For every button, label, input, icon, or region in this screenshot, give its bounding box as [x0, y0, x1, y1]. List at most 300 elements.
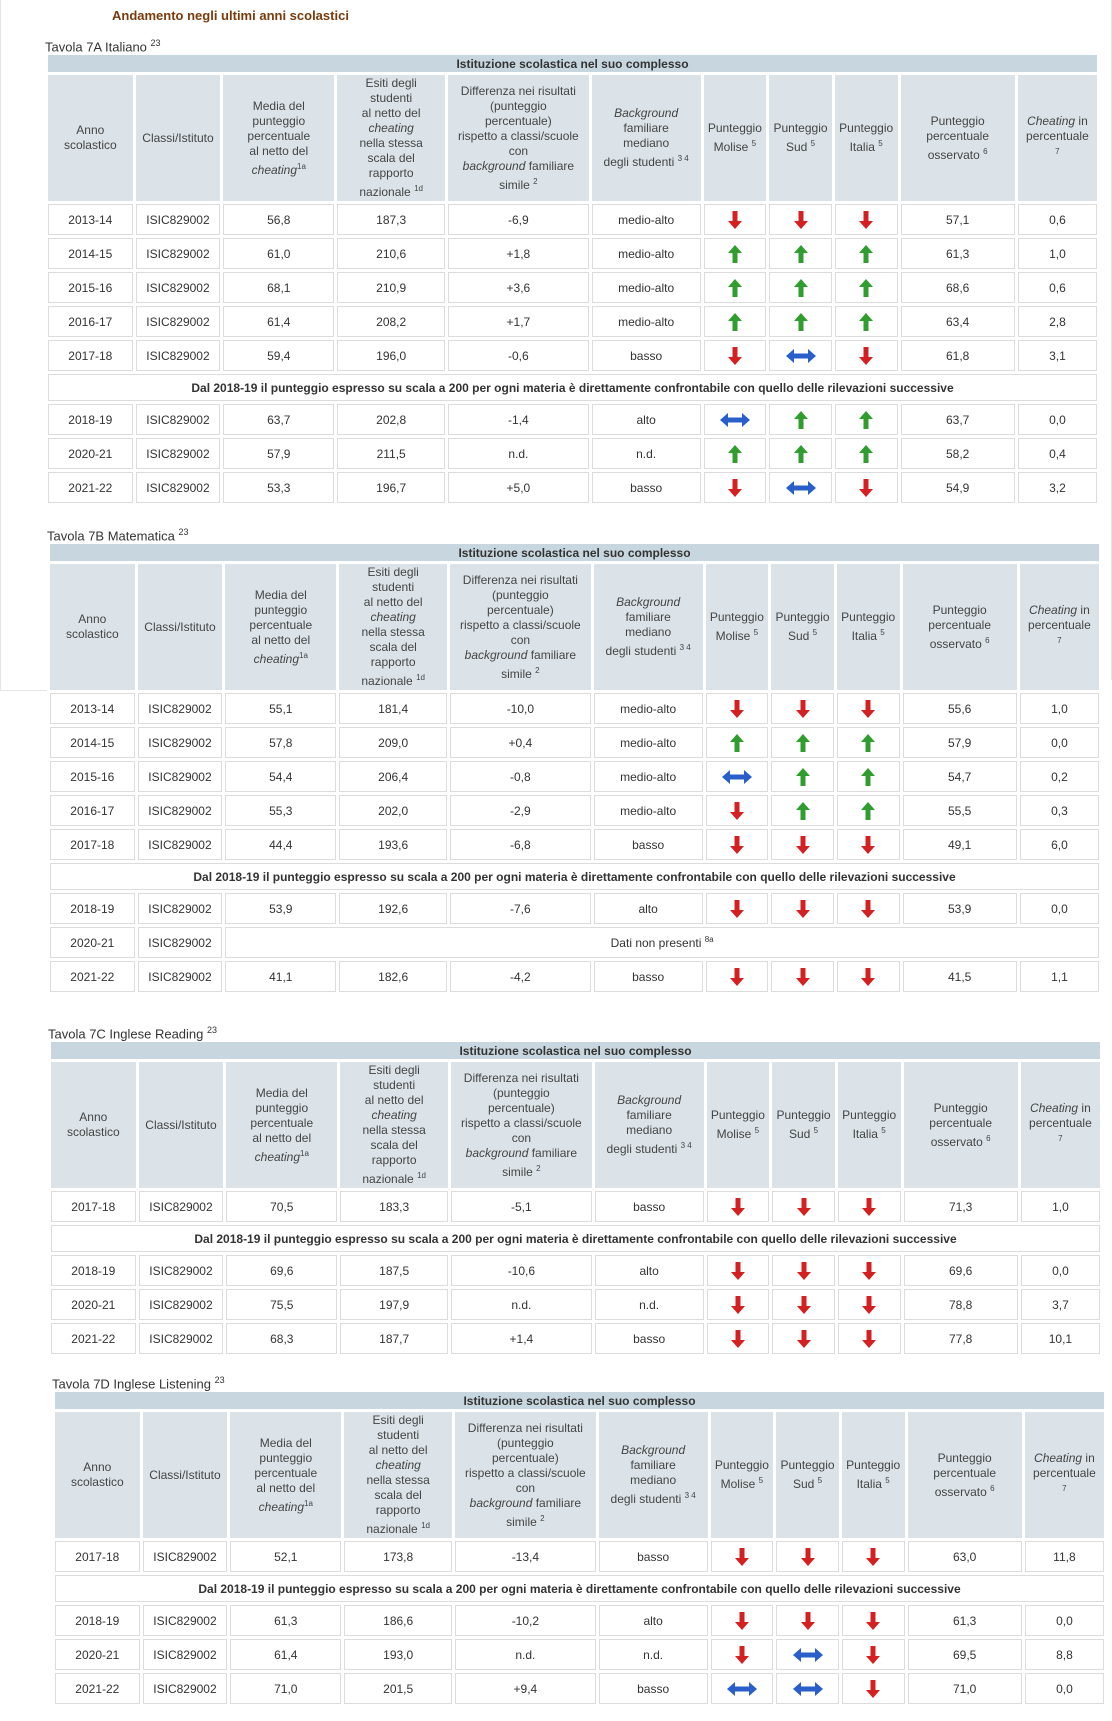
cell-background: medio-alto — [594, 727, 703, 758]
cell-classi: ISIC829002 — [138, 961, 223, 992]
cell-anno: 2014-15 — [50, 727, 135, 758]
table-row — [48, 238, 1097, 269]
cell-diff: n.d. — [448, 438, 589, 469]
col-media-header: Media del punteggio percentuale al netto del cheating$^{1a}$ — [226, 1062, 337, 1188]
green-up-arrow-icon — [728, 313, 742, 331]
cell-sud — [769, 306, 832, 337]
blue-left-right-arrow-icon — [786, 349, 816, 363]
red-down-arrow-icon — [730, 900, 744, 918]
green-up-arrow-icon — [861, 802, 875, 820]
cell-italia — [837, 761, 900, 792]
cell-classi: ISIC829002 — [138, 761, 223, 792]
cell-molise — [706, 727, 769, 758]
cell-italia — [835, 238, 898, 269]
cell-molise — [707, 1289, 770, 1320]
red-down-arrow-icon — [801, 1548, 815, 1566]
cell-classi: ISIC829002 — [138, 693, 223, 724]
cell-italia — [838, 1323, 901, 1354]
cell-esiti: 208,2 — [337, 306, 445, 337]
red-down-arrow-icon — [731, 1198, 745, 1216]
col-cheating-header: Cheating in percentuale $^7$ — [1025, 1412, 1104, 1538]
cell-sud — [776, 1605, 839, 1636]
red-down-arrow-icon — [735, 1612, 749, 1630]
red-down-arrow-icon — [861, 836, 875, 854]
green-up-arrow-icon — [859, 313, 873, 331]
cell-classi: ISIC829002 — [136, 306, 221, 337]
cell-classi: ISIC829002 — [138, 795, 223, 826]
cell-italia — [837, 829, 900, 860]
green-up-arrow-icon — [794, 445, 808, 463]
cell-background: medio-alto — [592, 238, 701, 269]
green-up-arrow-icon — [796, 802, 810, 820]
cell-esiti: 187,5 — [340, 1255, 448, 1286]
cell-sud — [776, 1673, 839, 1704]
red-down-arrow-icon — [861, 700, 875, 718]
table-caption: Tavola 7B Matematica $^{23}$ — [47, 527, 189, 544]
cell-cheating: 0,0 — [1025, 1605, 1104, 1636]
green-up-arrow-icon — [859, 445, 873, 463]
col-cheating-header: Cheating in percentuale $^7$ — [1020, 564, 1099, 690]
cell-molise — [711, 1605, 774, 1636]
cell-media: 61,3 — [230, 1605, 341, 1636]
green-up-arrow-icon — [796, 734, 810, 752]
red-down-arrow-icon — [735, 1646, 749, 1664]
cell-osservato: 58,2 — [901, 438, 1015, 469]
col-sud-header: Punteggio Sud $^5$ — [771, 564, 834, 690]
cell-diff: -10,2 — [455, 1605, 596, 1636]
cell-esiti: 196,0 — [337, 340, 445, 371]
green-up-arrow-icon — [859, 279, 873, 297]
green-up-arrow-icon — [861, 768, 875, 786]
cell-cheating: 0,6 — [1018, 272, 1097, 303]
cell-molise — [704, 340, 767, 371]
cell-sud — [771, 727, 834, 758]
cell-background: basso — [595, 1323, 704, 1354]
cell-osservato: 57,9 — [903, 727, 1017, 758]
red-down-arrow-icon — [796, 700, 810, 718]
col-diff-header: Differenza nei risultati (punteggio percentuale) rispetto a classi/scuole con background familiare simile $^2$ — [450, 564, 591, 690]
col-molise-header: Punteggio Molise $^5$ — [707, 1062, 770, 1188]
page-heading: Andamento negli ultimi anni scolastici — [112, 8, 349, 23]
cell-cheating: 1,0 — [1018, 238, 1097, 269]
col-classi-header: Classi/Istituto — [139, 1062, 224, 1188]
cell-background: basso — [599, 1673, 708, 1704]
cell-osservato: 68,6 — [901, 272, 1015, 303]
cell-sud — [771, 761, 834, 792]
cell-diff: +9,4 — [455, 1673, 596, 1704]
cell-esiti: 173,8 — [344, 1541, 452, 1572]
cell-media: 53,9 — [225, 893, 336, 924]
cell-background: alto — [599, 1605, 708, 1636]
cell-media: 70,5 — [226, 1191, 337, 1222]
comparability-note: Dal 2018-19 il punteggio espresso su scala a 200 per ogni materia è direttamente confrontabile con quello delle rilevazioni successive — [51, 1225, 1100, 1252]
cell-media: 56,8 — [223, 204, 334, 235]
cell-cheating: 6,0 — [1020, 829, 1099, 860]
table-row — [50, 795, 1099, 826]
cell-sud — [772, 1323, 835, 1354]
col-anno-header: Anno scolastico — [50, 564, 135, 690]
cell-cheating: 0,2 — [1020, 761, 1099, 792]
cell-sud — [769, 272, 832, 303]
red-down-arrow-icon — [796, 900, 810, 918]
cell-background: basso — [592, 472, 701, 503]
red-down-arrow-icon — [796, 836, 810, 854]
cell-cheating: 0,0 — [1020, 727, 1099, 758]
cell-media: 57,9 — [223, 438, 334, 469]
cell-classi: ISIC829002 — [136, 238, 221, 269]
blue-left-right-arrow-icon — [722, 770, 752, 784]
cell-molise — [707, 1191, 770, 1222]
red-down-arrow-icon — [794, 211, 808, 229]
red-down-arrow-icon — [859, 211, 873, 229]
green-up-arrow-icon — [794, 313, 808, 331]
cell-anno: 2017-18 — [51, 1191, 136, 1222]
table-row — [48, 340, 1097, 371]
col-media-header: Media del punteggio percentuale al netto del cheating$^{1a}$ — [223, 75, 334, 201]
cell-anno: 2015-16 — [50, 761, 135, 792]
cell-anno: 2015-16 — [48, 272, 133, 303]
cell-classi: ISIC829002 — [143, 1673, 228, 1704]
cell-esiti: 202,0 — [339, 795, 447, 826]
col-anno-header: Anno scolastico — [51, 1062, 136, 1188]
cell-molise — [706, 893, 769, 924]
cell-molise — [707, 1323, 770, 1354]
cell-osservato: 78,8 — [904, 1289, 1018, 1320]
cell-sud — [772, 1289, 835, 1320]
green-up-arrow-icon — [730, 734, 744, 752]
cell-diff: +3,6 — [448, 272, 589, 303]
col-cheating-header: Cheating in percentuale $^7$ — [1018, 75, 1097, 201]
cell-background: n.d. — [599, 1639, 708, 1670]
cell-diff: +5,0 — [448, 472, 589, 503]
cell-background: basso — [599, 1541, 708, 1572]
cell-italia — [835, 404, 898, 435]
cell-cheating: 0,0 — [1018, 404, 1097, 435]
cell-classi: ISIC829002 — [136, 204, 221, 235]
table-block-inglese-listening — [52, 1370, 1107, 1707]
table-row — [50, 761, 1099, 792]
col-molise-header: Punteggio Molise $^5$ — [706, 564, 769, 690]
cell-diff: -0,8 — [450, 761, 591, 792]
cell-italia — [835, 472, 898, 503]
green-up-arrow-icon — [861, 734, 875, 752]
cell-osservato: 55,6 — [903, 693, 1017, 724]
cell-sud — [769, 404, 832, 435]
cell-diff: -0,6 — [448, 340, 589, 371]
cell-esiti: 181,4 — [339, 693, 447, 724]
table-row — [48, 438, 1097, 469]
red-down-arrow-icon — [862, 1330, 876, 1348]
cell-molise — [706, 961, 769, 992]
cell-cheating: 3,2 — [1018, 472, 1097, 503]
red-down-arrow-icon — [797, 1262, 811, 1280]
cell-media: 75,5 — [226, 1289, 337, 1320]
header-row — [55, 1412, 1104, 1538]
cell-molise — [704, 472, 767, 503]
cell-sud — [769, 438, 832, 469]
col-classi-header: Classi/Istituto — [138, 564, 223, 690]
table-row — [48, 272, 1097, 303]
cell-italia — [835, 204, 898, 235]
cell-esiti: 187,3 — [337, 204, 445, 235]
col-anno-header: Anno scolastico — [48, 75, 133, 201]
red-down-arrow-icon — [866, 1680, 880, 1698]
cell-osservato: 63,0 — [908, 1541, 1022, 1572]
cell-italia — [838, 1191, 901, 1222]
header-row — [50, 564, 1099, 690]
col-background-header: Background familiare mediano degli studenti $^{3 4}$ — [595, 1062, 704, 1188]
green-up-arrow-icon — [728, 245, 742, 263]
cell-italia — [835, 438, 898, 469]
green-up-arrow-icon — [728, 445, 742, 463]
green-up-arrow-icon — [728, 279, 742, 297]
cell-diff: +0,4 — [450, 727, 591, 758]
cell-italia — [842, 1639, 905, 1670]
cell-osservato: 69,5 — [908, 1639, 1022, 1670]
cell-cheating: 3,1 — [1018, 340, 1097, 371]
cell-italia — [837, 893, 900, 924]
red-down-arrow-icon — [859, 347, 873, 365]
cell-diff: -7,6 — [450, 893, 591, 924]
cell-esiti: 192,6 — [339, 893, 447, 924]
cell-osservato: 61,8 — [901, 340, 1015, 371]
cell-molise — [704, 272, 767, 303]
cell-molise — [704, 438, 767, 469]
group-title: Istituzione scolastica nel suo complesso — [50, 544, 1099, 561]
cell-cheating: 0,0 — [1025, 1673, 1104, 1704]
cell-background: basso — [594, 961, 703, 992]
results-table — [45, 52, 1100, 506]
cell-anno: 2020-21 — [55, 1639, 140, 1670]
cell-anno: 2018-19 — [50, 893, 135, 924]
cell-background: medio-alto — [592, 306, 701, 337]
cell-classi: ISIC829002 — [136, 472, 221, 503]
col-esiti-header: Esiti degli studenti al netto del cheating nella stessa scala del rapporto nazionale $^{1d}$ — [340, 1062, 448, 1188]
col-sud-header: Punteggio Sud $^5$ — [772, 1062, 835, 1188]
cell-anno: 2014-15 — [48, 238, 133, 269]
col-classi-header: Classi/Istituto — [143, 1412, 228, 1538]
cell-molise — [706, 829, 769, 860]
cell-osservato: 54,7 — [903, 761, 1017, 792]
red-down-arrow-icon — [735, 1548, 749, 1566]
cell-anno: 2018-19 — [48, 404, 133, 435]
cell-molise — [711, 1639, 774, 1670]
table-row — [50, 693, 1099, 724]
cell-osservato: 77,8 — [904, 1323, 1018, 1354]
cell-esiti: 209,0 — [339, 727, 447, 758]
cell-background: alto — [595, 1255, 704, 1286]
cell-media: 61,4 — [230, 1639, 341, 1670]
cell-molise — [706, 693, 769, 724]
cell-background: basso — [592, 340, 701, 371]
green-up-arrow-icon — [859, 245, 873, 263]
red-down-arrow-icon — [728, 347, 742, 365]
cell-cheating: 1,0 — [1020, 693, 1099, 724]
cell-italia — [842, 1605, 905, 1636]
cell-cheating: 8,8 — [1025, 1639, 1104, 1670]
red-down-arrow-icon — [862, 1262, 876, 1280]
cell-classi: ISIC829002 — [143, 1541, 228, 1572]
cell-esiti: 210,6 — [337, 238, 445, 269]
table-row — [55, 1605, 1104, 1636]
cell-esiti: 202,8 — [337, 404, 445, 435]
header-row — [51, 1062, 1100, 1188]
col-osservato-header: Punteggio percentuale osservato $^6$ — [908, 1412, 1022, 1538]
col-background-header: Background familiare mediano degli studenti $^{3 4}$ — [594, 564, 703, 690]
table-row — [51, 1289, 1100, 1320]
cell-media: 71,0 — [230, 1673, 341, 1704]
table-row — [55, 1673, 1104, 1704]
cell-anno: 2021-22 — [55, 1673, 140, 1704]
table-row — [51, 1323, 1100, 1354]
table-block-italiano — [45, 33, 1100, 506]
cell-osservato: 57,1 — [901, 204, 1015, 235]
cell-diff: -10,6 — [451, 1255, 592, 1286]
cell-classi: ISIC829002 — [136, 438, 221, 469]
red-down-arrow-icon — [731, 1296, 745, 1314]
cell-anno: 2018-19 — [55, 1605, 140, 1636]
red-down-arrow-icon — [728, 479, 742, 497]
red-down-arrow-icon — [797, 1198, 811, 1216]
cell-osservato: 71,0 — [908, 1673, 1022, 1704]
col-esiti-header: Esiti degli studenti al netto del cheating nella stessa scala del rapporto nazionale $^{1d}$ — [344, 1412, 452, 1538]
cell-classi: ISIC829002 — [139, 1289, 224, 1320]
cell-sud — [769, 238, 832, 269]
col-molise-header: Punteggio Molise $^5$ — [704, 75, 767, 201]
cell-classi: ISIC829002 — [139, 1191, 224, 1222]
table-row — [48, 472, 1097, 503]
cell-italia — [837, 693, 900, 724]
table-row — [48, 404, 1097, 435]
cell-esiti: 196,7 — [337, 472, 445, 503]
red-down-arrow-icon — [730, 968, 744, 986]
green-up-arrow-icon — [796, 768, 810, 786]
red-down-arrow-icon — [730, 700, 744, 718]
col-esiti-header: Esiti degli studenti al netto del cheating nella stessa scala del rapporto nazionale $^{1d}$ — [339, 564, 447, 690]
cell-background: n.d. — [595, 1289, 704, 1320]
cell-classi: ISIC829002 — [136, 340, 221, 371]
cell-background: medio-alto — [594, 795, 703, 826]
cell-media: 61,0 — [223, 238, 334, 269]
group-title: Istituzione scolastica nel suo complesso — [48, 55, 1097, 72]
table-row — [50, 727, 1099, 758]
col-anno-header: Anno scolastico — [55, 1412, 140, 1538]
cell-anno: 2020-21 — [48, 438, 133, 469]
cell-italia — [842, 1541, 905, 1572]
cell-classi: ISIC829002 — [138, 727, 223, 758]
red-down-arrow-icon — [866, 1548, 880, 1566]
cell-background: medio-alto — [594, 761, 703, 792]
cell-diff: +1,7 — [448, 306, 589, 337]
comparability-note: Dal 2018-19 il punteggio espresso su scala a 200 per ogni materia è direttamente confrontabile con quello delle rilevazioni successive — [50, 863, 1099, 890]
table-block-inglese-reading — [48, 1020, 1103, 1357]
cell-no-data: Dati non presenti $^{8a}$ — [225, 927, 1099, 958]
cell-sud — [772, 1191, 835, 1222]
col-italia-header: Punteggio Italia $^5$ — [842, 1412, 905, 1538]
col-italia-header: Punteggio Italia $^5$ — [835, 75, 898, 201]
cell-diff: -2,9 — [450, 795, 591, 826]
cell-sud — [769, 340, 832, 371]
comparability-note: Dal 2018-19 il punteggio espresso su scala a 200 per ogni materia è direttamente confrontabile con quello delle rilevazioni successive — [55, 1575, 1104, 1602]
cell-sud — [769, 204, 832, 235]
cell-anno: 2013-14 — [48, 204, 133, 235]
col-osservato-header: Punteggio percentuale osservato $^6$ — [901, 75, 1015, 201]
blue-left-right-arrow-icon — [786, 481, 816, 495]
cell-media: 68,3 — [226, 1323, 337, 1354]
cell-cheating: 0,3 — [1020, 795, 1099, 826]
cell-background: alto — [594, 893, 703, 924]
cell-classi: ISIC829002 — [139, 1255, 224, 1286]
cell-osservato: 69,6 — [904, 1255, 1018, 1286]
red-down-arrow-icon — [731, 1262, 745, 1280]
cell-sud — [771, 893, 834, 924]
cell-esiti: 211,5 — [337, 438, 445, 469]
red-down-arrow-icon — [862, 1296, 876, 1314]
cell-diff: n.d. — [451, 1289, 592, 1320]
cell-media: 68,1 — [223, 272, 334, 303]
group-title: Istituzione scolastica nel suo complesso — [55, 1392, 1104, 1409]
cell-media: 52,1 — [230, 1541, 341, 1572]
red-down-arrow-icon — [730, 802, 744, 820]
cell-anno: 2017-18 — [55, 1541, 140, 1572]
cell-anno: 2017-18 — [48, 340, 133, 371]
red-down-arrow-icon — [866, 1646, 880, 1664]
col-background-header: Background familiare mediano degli studenti $^{3 4}$ — [599, 1412, 708, 1538]
cell-classi: ISIC829002 — [136, 272, 221, 303]
cell-molise — [711, 1541, 774, 1572]
cell-background: basso — [594, 829, 703, 860]
red-down-arrow-icon — [796, 968, 810, 986]
cell-italia — [842, 1673, 905, 1704]
cell-esiti: 210,9 — [337, 272, 445, 303]
cell-background: medio-alto — [592, 204, 701, 235]
table-row — [48, 204, 1097, 235]
table-caption: Tavola 7D Inglese Listening $^{23}$ — [52, 1375, 225, 1392]
cell-italia — [835, 272, 898, 303]
cell-esiti: 193,6 — [339, 829, 447, 860]
cell-background: basso — [595, 1191, 704, 1222]
blue-left-right-arrow-icon — [793, 1648, 823, 1662]
cell-background: n.d. — [592, 438, 701, 469]
cell-cheating: 1,1 — [1020, 961, 1099, 992]
cell-molise — [704, 404, 767, 435]
cell-diff: -6,8 — [450, 829, 591, 860]
table-caption: Tavola 7A Italiano $^{23}$ — [45, 38, 161, 55]
table-row — [50, 927, 1099, 958]
cell-cheating: 0,6 — [1018, 204, 1097, 235]
cell-osservato: 53,9 — [903, 893, 1017, 924]
cell-osservato: 61,3 — [908, 1605, 1022, 1636]
cell-classi: ISIC829002 — [139, 1323, 224, 1354]
cell-anno: 2013-14 — [50, 693, 135, 724]
cell-classi: ISIC829002 — [143, 1605, 228, 1636]
red-down-arrow-icon — [797, 1330, 811, 1348]
cell-molise — [707, 1255, 770, 1286]
cell-esiti: 182,6 — [339, 961, 447, 992]
cell-sud — [769, 472, 832, 503]
cell-italia — [838, 1289, 901, 1320]
table-row — [50, 893, 1099, 924]
cell-esiti: 187,7 — [340, 1323, 448, 1354]
cell-media: 55,1 — [225, 693, 336, 724]
red-down-arrow-icon — [861, 968, 875, 986]
table-row — [55, 1639, 1104, 1670]
cell-diff: -10,0 — [450, 693, 591, 724]
cell-media: 57,8 — [225, 727, 336, 758]
cell-sud — [776, 1639, 839, 1670]
cell-cheating: 0,4 — [1018, 438, 1097, 469]
cell-cheating: 2,8 — [1018, 306, 1097, 337]
